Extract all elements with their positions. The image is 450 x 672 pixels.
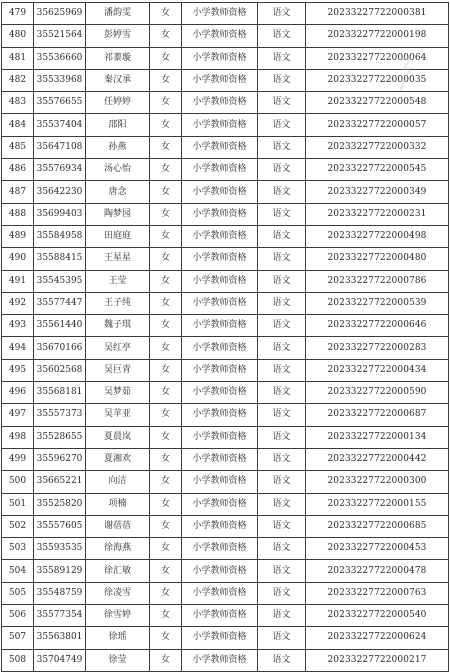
subject-cell: 语文 bbox=[258, 3, 306, 25]
certificate-number-cell: 20233227722000300 bbox=[306, 471, 449, 493]
qualification-type-cell: 小学教师资格 bbox=[182, 493, 258, 515]
certificate-number-cell: 20233227722000498 bbox=[306, 225, 449, 247]
subject-cell: 语文 bbox=[258, 649, 306, 671]
subject-cell: 语文 bbox=[258, 627, 306, 649]
subject-cell: 语文 bbox=[258, 471, 306, 493]
exam-id-cell: 35602568 bbox=[34, 359, 86, 381]
gender-cell: 女 bbox=[150, 181, 182, 203]
gender-cell: 女 bbox=[150, 337, 182, 359]
candidate-name-cell: 田庭庭 bbox=[86, 225, 150, 247]
row-index-cell: 486 bbox=[2, 159, 34, 181]
gender-cell: 女 bbox=[150, 3, 182, 25]
candidate-name-cell: 孙燕 bbox=[86, 136, 150, 158]
candidate-name-cell: 汤心怡 bbox=[86, 159, 150, 181]
gender-cell: 女 bbox=[150, 92, 182, 114]
roster-body bbox=[2, 3, 449, 672]
exam-id-cell: 35568181 bbox=[34, 382, 86, 404]
table-row bbox=[2, 114, 449, 136]
gender-cell: 女 bbox=[150, 69, 182, 91]
exam-id-cell: 35528655 bbox=[34, 426, 86, 448]
certificate-number-cell: 20233227722000539 bbox=[306, 292, 449, 314]
table-row bbox=[2, 493, 449, 515]
exam-id-cell: 35536660 bbox=[34, 47, 86, 69]
qualification-type-cell: 小学教师资格 bbox=[182, 448, 258, 470]
gender-cell: 女 bbox=[150, 382, 182, 404]
row-index-cell: 480 bbox=[2, 25, 34, 47]
row-index-cell: 502 bbox=[2, 515, 34, 537]
subject-cell: 语文 bbox=[258, 203, 306, 225]
subject-cell: 语文 bbox=[258, 69, 306, 91]
candidate-name-cell: 王星星 bbox=[86, 248, 150, 270]
table-row bbox=[2, 225, 449, 247]
qualification-type-cell: 小学教师资格 bbox=[182, 203, 258, 225]
exam-id-cell: 35596270 bbox=[34, 448, 86, 470]
gender-cell: 女 bbox=[150, 359, 182, 381]
table-row bbox=[2, 292, 449, 314]
subject-cell: 语文 bbox=[258, 337, 306, 359]
certificate-number-cell: 20233227722000231 bbox=[306, 203, 449, 225]
table-row bbox=[2, 337, 449, 359]
candidate-name-cell: 徐海燕 bbox=[86, 538, 150, 560]
qualification-type-cell: 小学教师资格 bbox=[182, 605, 258, 627]
certificate-number-cell: 20233227722000057 bbox=[306, 114, 449, 136]
row-index-cell: 506 bbox=[2, 605, 34, 627]
subject-cell: 语文 bbox=[258, 382, 306, 404]
candidate-name-cell: 任婷婷 bbox=[86, 92, 150, 114]
certificate-number-cell: 20233227722000590 bbox=[306, 382, 449, 404]
certificate-number-cell: 20233227722000540 bbox=[306, 605, 449, 627]
certificate-number-cell: 20233227722000786 bbox=[306, 270, 449, 292]
row-index-cell: 497 bbox=[2, 404, 34, 426]
row-index-cell: 495 bbox=[2, 359, 34, 381]
certificate-number-cell: 20233227722000624 bbox=[306, 627, 449, 649]
candidate-name-cell: 祁蓁璇 bbox=[86, 47, 150, 69]
watermark-mark-icon bbox=[392, 55, 416, 95]
candidate-name-cell: 魏子琪 bbox=[86, 315, 150, 337]
table-row bbox=[2, 515, 449, 537]
subject-cell: 语文 bbox=[258, 248, 306, 270]
subject-cell: 语文 bbox=[258, 515, 306, 537]
row-index-cell: 508 bbox=[2, 649, 34, 671]
exam-id-cell: 35584958 bbox=[34, 225, 86, 247]
table-row bbox=[2, 248, 449, 270]
gender-cell: 女 bbox=[150, 270, 182, 292]
row-index-cell: 494 bbox=[2, 337, 34, 359]
candidate-name-cell: 吴红亭 bbox=[86, 337, 150, 359]
certificate-number-cell: 20233227722000442 bbox=[306, 448, 449, 470]
gender-cell: 女 bbox=[150, 493, 182, 515]
qualification-type-cell: 小学教师资格 bbox=[182, 538, 258, 560]
qualification-type-cell: 小学教师资格 bbox=[182, 114, 258, 136]
table-row bbox=[2, 25, 449, 47]
row-index-cell: 482 bbox=[2, 69, 34, 91]
qualification-type-cell: 小学教师资格 bbox=[182, 136, 258, 158]
candidate-name-cell: 王莹 bbox=[86, 270, 150, 292]
candidate-name-cell: 谢蓓蓓 bbox=[86, 515, 150, 537]
qualification-type-cell: 小学教师资格 bbox=[182, 515, 258, 537]
table-row bbox=[2, 582, 449, 604]
gender-cell: 女 bbox=[150, 560, 182, 582]
certificate-number-cell: 20233227722000453 bbox=[306, 538, 449, 560]
exam-id-cell: 35589129 bbox=[34, 560, 86, 582]
certificate-number-cell: 20233227722000545 bbox=[306, 159, 449, 181]
exam-id-cell: 35521564 bbox=[34, 25, 86, 47]
exam-id-cell: 35548759 bbox=[34, 582, 86, 604]
subject-cell: 语文 bbox=[258, 493, 306, 515]
exam-id-cell: 35557373 bbox=[34, 404, 86, 426]
exam-id-cell: 35704749 bbox=[34, 649, 86, 671]
gender-cell: 女 bbox=[150, 225, 182, 247]
qualification-type-cell: 小学教师资格 bbox=[182, 649, 258, 671]
row-index-cell: 485 bbox=[2, 136, 34, 158]
row-index-cell: 479 bbox=[2, 3, 34, 25]
candidate-name-cell: 吴梦茹 bbox=[86, 382, 150, 404]
certificate-number-cell: 20233227722000646 bbox=[306, 315, 449, 337]
roster-table bbox=[1, 2, 449, 672]
gender-cell: 女 bbox=[150, 515, 182, 537]
row-index-cell: 501 bbox=[2, 493, 34, 515]
certificate-number-cell: 20233227722000134 bbox=[306, 426, 449, 448]
qualification-type-cell: 小学教师资格 bbox=[182, 337, 258, 359]
row-index-cell: 493 bbox=[2, 315, 34, 337]
candidate-name-cell: 向洁 bbox=[86, 471, 150, 493]
table-row bbox=[2, 382, 449, 404]
candidate-name-cell: 吴巨青 bbox=[86, 359, 150, 381]
gender-cell: 女 bbox=[150, 426, 182, 448]
gender-cell: 女 bbox=[150, 627, 182, 649]
row-index-cell: 488 bbox=[2, 203, 34, 225]
candidate-name-cell: 夏湘欢 bbox=[86, 448, 150, 470]
row-index-cell: 489 bbox=[2, 225, 34, 247]
row-index-cell: 507 bbox=[2, 627, 34, 649]
table-row bbox=[2, 426, 449, 448]
exam-id-cell: 35593535 bbox=[34, 538, 86, 560]
row-index-cell: 496 bbox=[2, 382, 34, 404]
row-index-cell: 491 bbox=[2, 270, 34, 292]
certificate-number-cell: 20233227722000035 bbox=[306, 69, 449, 91]
subject-cell: 语文 bbox=[258, 225, 306, 247]
qualification-type-cell: 小学教师资格 bbox=[182, 426, 258, 448]
qualification-type-cell: 小学教师资格 bbox=[182, 69, 258, 91]
table-row bbox=[2, 270, 449, 292]
row-index-cell: 484 bbox=[2, 114, 34, 136]
row-index-cell: 492 bbox=[2, 292, 34, 314]
qualification-type-cell: 小学教师资格 bbox=[182, 382, 258, 404]
row-index-cell: 499 bbox=[2, 448, 34, 470]
table-row bbox=[2, 359, 449, 381]
certificate-number-cell: 20233227722000283 bbox=[306, 337, 449, 359]
qualification-type-cell: 小学教师资格 bbox=[182, 47, 258, 69]
table-row bbox=[2, 627, 449, 649]
exam-id-cell: 35588415 bbox=[34, 248, 86, 270]
certificate-number-cell: 20233227722000198 bbox=[306, 25, 449, 47]
exam-id-cell: 35563801 bbox=[34, 627, 86, 649]
subject-cell: 语文 bbox=[258, 92, 306, 114]
certificate-number-cell: 20233227722000685 bbox=[306, 515, 449, 537]
subject-cell: 语文 bbox=[258, 270, 306, 292]
row-index-cell: 490 bbox=[2, 248, 34, 270]
gender-cell: 女 bbox=[150, 404, 182, 426]
certificate-number-cell: 20233227722000155 bbox=[306, 493, 449, 515]
subject-cell: 语文 bbox=[258, 292, 306, 314]
qualification-type-cell: 小学教师资格 bbox=[182, 315, 258, 337]
exam-id-cell: 35576934 bbox=[34, 159, 86, 181]
subject-cell: 语文 bbox=[258, 359, 306, 381]
row-index-cell: 487 bbox=[2, 181, 34, 203]
table-row bbox=[2, 649, 449, 671]
subject-cell: 语文 bbox=[258, 136, 306, 158]
table-row bbox=[2, 560, 449, 582]
row-index-cell: 505 bbox=[2, 582, 34, 604]
exam-id-cell: 35625969 bbox=[34, 3, 86, 25]
qualification-type-cell: 小学教师资格 bbox=[182, 159, 258, 181]
candidate-name-cell: 秦汉承 bbox=[86, 69, 150, 91]
exam-id-cell: 35576655 bbox=[34, 92, 86, 114]
table-row bbox=[2, 605, 449, 627]
candidate-name-cell: 徐汇敏 bbox=[86, 560, 150, 582]
gender-cell: 女 bbox=[150, 136, 182, 158]
candidate-name-cell: 徐瑶 bbox=[86, 627, 150, 649]
gender-cell: 女 bbox=[150, 315, 182, 337]
table-row bbox=[2, 448, 449, 470]
table-row bbox=[2, 159, 449, 181]
candidate-name-cell: 潘韵雯 bbox=[86, 3, 150, 25]
candidate-name-cell: 徐凌雪 bbox=[86, 582, 150, 604]
qualification-type-cell: 小学教师资格 bbox=[182, 359, 258, 381]
qualification-type-cell: 小学教师资格 bbox=[182, 582, 258, 604]
qualification-type-cell: 小学教师资格 bbox=[182, 3, 258, 25]
row-index-cell: 500 bbox=[2, 471, 34, 493]
gender-cell: 女 bbox=[150, 582, 182, 604]
certificate-number-cell: 20233227722000217 bbox=[306, 649, 449, 671]
subject-cell: 语文 bbox=[258, 181, 306, 203]
subject-cell: 语文 bbox=[258, 404, 306, 426]
subject-cell: 语文 bbox=[258, 538, 306, 560]
subject-cell: 语文 bbox=[258, 315, 306, 337]
table-row bbox=[2, 181, 449, 203]
row-index-cell: 481 bbox=[2, 47, 34, 69]
candidate-name-cell: 王子纯 bbox=[86, 292, 150, 314]
subject-cell: 语文 bbox=[258, 25, 306, 47]
candidate-name-cell: 徐莹 bbox=[86, 649, 150, 671]
table-row bbox=[2, 471, 449, 493]
exam-id-cell: 35545395 bbox=[34, 270, 86, 292]
gender-cell: 女 bbox=[150, 203, 182, 225]
qualification-type-cell: 小学教师资格 bbox=[182, 181, 258, 203]
certificate-number-cell: 20233227722000381 bbox=[306, 3, 449, 25]
table-row bbox=[2, 315, 449, 337]
subject-cell: 语文 bbox=[258, 605, 306, 627]
exam-id-cell: 35670166 bbox=[34, 337, 86, 359]
candidate-name-cell: 项楠 bbox=[86, 493, 150, 515]
gender-cell: 女 bbox=[150, 47, 182, 69]
exam-id-cell: 35699403 bbox=[34, 203, 86, 225]
certificate-number-cell: 20233227722000480 bbox=[306, 248, 449, 270]
row-index-cell: 503 bbox=[2, 538, 34, 560]
gender-cell: 女 bbox=[150, 159, 182, 181]
table-row bbox=[2, 203, 449, 225]
table-row bbox=[2, 69, 449, 91]
qualification-type-cell: 小学教师资格 bbox=[182, 248, 258, 270]
table-row bbox=[2, 538, 449, 560]
qualification-type-cell: 小学教师资格 bbox=[182, 404, 258, 426]
certificate-number-cell: 20233227722000478 bbox=[306, 560, 449, 582]
gender-cell: 女 bbox=[150, 292, 182, 314]
subject-cell: 语文 bbox=[258, 47, 306, 69]
exam-id-cell: 35665221 bbox=[34, 471, 86, 493]
gender-cell: 女 bbox=[150, 114, 182, 136]
exam-id-cell: 35561440 bbox=[34, 315, 86, 337]
gender-cell: 女 bbox=[150, 605, 182, 627]
qualification-type-cell: 小学教师资格 bbox=[182, 270, 258, 292]
gender-cell: 女 bbox=[150, 649, 182, 671]
candidate-name-cell: 徐雪婷 bbox=[86, 605, 150, 627]
table-row bbox=[2, 47, 449, 69]
exam-id-cell: 35525820 bbox=[34, 493, 86, 515]
gender-cell: 女 bbox=[150, 25, 182, 47]
exam-id-cell: 35577354 bbox=[34, 605, 86, 627]
certificate-number-cell: 20233227722000687 bbox=[306, 404, 449, 426]
gender-cell: 女 bbox=[150, 248, 182, 270]
gender-cell: 女 bbox=[150, 471, 182, 493]
subject-cell: 语文 bbox=[258, 426, 306, 448]
subject-cell: 语文 bbox=[258, 159, 306, 181]
exam-id-cell: 35642230 bbox=[34, 181, 86, 203]
gender-cell: 女 bbox=[150, 448, 182, 470]
qualification-type-cell: 小学教师资格 bbox=[182, 225, 258, 247]
certificate-number-cell: 20233227722000064 bbox=[306, 47, 449, 69]
certificate-number-cell: 20233227722000763 bbox=[306, 582, 449, 604]
row-index-cell: 504 bbox=[2, 560, 34, 582]
subject-cell: 语文 bbox=[258, 114, 306, 136]
row-index-cell: 483 bbox=[2, 92, 34, 114]
table-row bbox=[2, 136, 449, 158]
certificate-number-cell: 20233227722000349 bbox=[306, 181, 449, 203]
table-row bbox=[2, 404, 449, 426]
candidate-name-cell: 唐念 bbox=[86, 181, 150, 203]
candidate-name-cell: 陶梦园 bbox=[86, 203, 150, 225]
exam-id-cell: 35537404 bbox=[34, 114, 86, 136]
exam-id-cell: 35557605 bbox=[34, 515, 86, 537]
exam-id-cell: 35533968 bbox=[34, 69, 86, 91]
qualification-type-cell: 小学教师资格 bbox=[182, 25, 258, 47]
qualification-type-cell: 小学教师资格 bbox=[182, 560, 258, 582]
subject-cell: 语文 bbox=[258, 582, 306, 604]
qualification-type-cell: 小学教师资格 bbox=[182, 471, 258, 493]
certificate-number-cell: 20233227722000332 bbox=[306, 136, 449, 158]
certificate-number-cell: 20233227722000434 bbox=[306, 359, 449, 381]
subject-cell: 语文 bbox=[258, 560, 306, 582]
table-row bbox=[2, 92, 449, 114]
exam-id-cell: 35577447 bbox=[34, 292, 86, 314]
gender-cell: 女 bbox=[150, 538, 182, 560]
qualification-type-cell: 小学教师资格 bbox=[182, 627, 258, 649]
table-row bbox=[2, 3, 449, 25]
candidate-name-cell: 吴苹亚 bbox=[86, 404, 150, 426]
subject-cell: 语文 bbox=[258, 448, 306, 470]
candidate-name-cell: 邵阳 bbox=[86, 114, 150, 136]
row-index-cell: 498 bbox=[2, 426, 34, 448]
candidate-name-cell: 彭婷雪 bbox=[86, 25, 150, 47]
certificate-number-cell: 20233227722000548 bbox=[306, 92, 449, 114]
qualification-type-cell: 小学教师资格 bbox=[182, 92, 258, 114]
exam-id-cell: 35647108 bbox=[34, 136, 86, 158]
qualification-type-cell: 小学教师资格 bbox=[182, 292, 258, 314]
candidate-name-cell: 夏晨岚 bbox=[86, 426, 150, 448]
